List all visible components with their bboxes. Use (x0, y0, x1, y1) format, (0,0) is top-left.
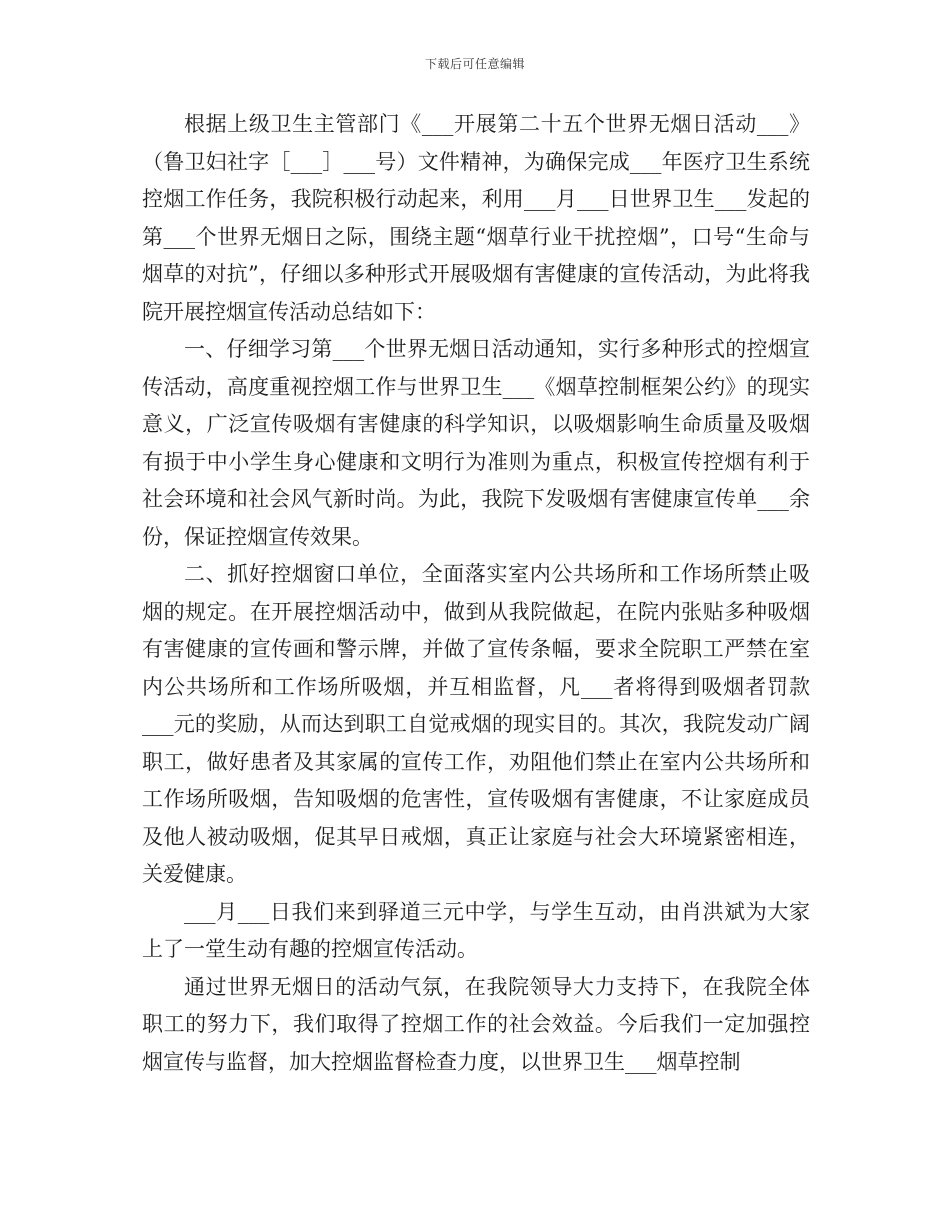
paragraph-conclusion: 通过世界无烟日的活动气氛，在我院领导大力支持下，在我院全体职工的努力下，我们取得了控烟工作的社会效益。今后我们一定加强控烟宣传与监督，加大控烟监督检查力度，以世界卫生___烟草控制 (142, 974, 810, 1074)
paragraph-intro: 根据上级卫生主管部门《___开展第二十五个世界无烟日活动___》（鲁卫妇社字［___］___号）文件精神，为确保完成___年医疗卫生系统控烟工作任务，我院积极行动起来，利用___月___日世界卫生___发起的第___个世界无烟日之际，围绕主题“烟草行业干扰控烟”，口号“生命与烟草的对抗”，仔细以多种形式开展吸烟有害健康的宣传活动，为此将我院开展控烟宣传活动总结如下： (142, 112, 810, 324)
paragraph-school-visit: ___月___日我们来到驿道三元中学，与学生互动，由肖洪斌为大家上了一堂生动有趣的控烟宣传活动。 (142, 899, 810, 961)
paragraph-section-one: 一、仔细学习第___个世界无烟日活动通知，实行多种形式的控烟宣传活动，高度重视控烟工作与世界卫生___《烟草控制框架公约》的现实意义，广泛宣传吸烟有害健康的科学知识，以吸烟影响生命质量及吸烟有损于中小学生身心健康和文明行为准则为重点，积极宣传控烟有利于社会环境和社会风气新时尚。为此，我院下发吸烟有害健康宣传单___余份，保证控烟宣传效果。 (142, 337, 810, 549)
download-note: 下载后可任意编辑 (424, 57, 525, 71)
document-body (142, 106, 810, 1081)
paragraph-section-two: 二、抓好控烟窗口单位，全面落实室内公共场所和工作场所禁止吸烟的规定。在开展控烟活动中，做到从我院做起，在院内张贴多种吸烟有害健康的宣传画和警示牌，并做了宣传条幅，要求全院职工严禁在室内公共场所和工作场所吸烟，并互相监督，凡___者将得到吸烟者罚款___元的奖励，从而达到职工自觉戒烟的现实目的。其次，我院发动广阔职工，做好患者及其家属的宣传工作，劝阻他们禁止在室内公共场所和工作场所吸烟，告知吸烟的危害性，宣传吸烟有害健康，不让家庭成员及他人被动吸烟，促其早日戒烟，真正让家庭与社会大环境紧密相连，关爱健康。 (142, 562, 810, 886)
